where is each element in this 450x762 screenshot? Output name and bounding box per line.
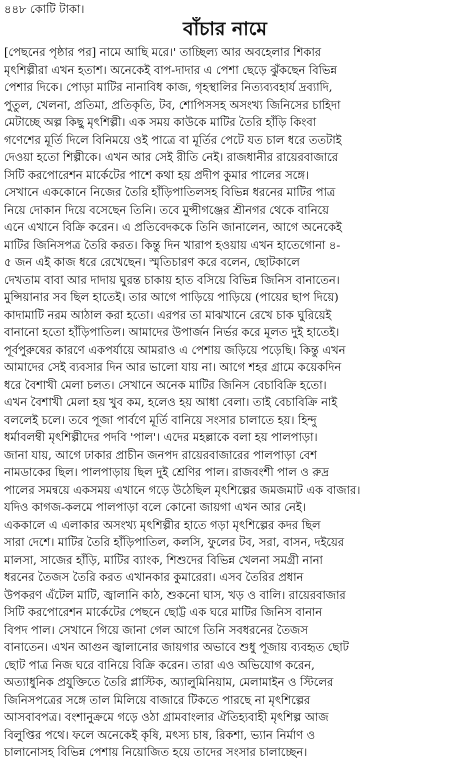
article-line: সেখানে এককোনে নিজের তৈরি হাঁড়িপাতিলসহ বিভিন্ন ধরনের মাটির পাত্র bbox=[4, 185, 336, 199]
article-line: আসবাবপত্র। বংশানুক্রমে গড়ে ওঠা গ্রামবাংলার ঐতিহ্যবাহী মৃৎশিল্প আজ bbox=[4, 710, 329, 724]
article-line: নিয়ে দোকান দিয়ে বসেছেন তিনি। তবে মুন্সীগঞ্জের শ্রীনগর থেকে বানিয়ে bbox=[4, 202, 329, 217]
article-body bbox=[4, 44, 446, 762]
article-line: নামডাকের ছিল। পালপাড়ায় ছিল দুই শ্রেণির পাল। রাজবংশী পাল ও রুদ্র bbox=[4, 465, 329, 479]
article-line: ধরে বৈশাখী মেলা চলত। সেখানে অনেক মাটির জিনিস বেচাবিক্রি হতো। bbox=[4, 377, 327, 392]
article-line: [পেছনের পৃষ্ঠার পর] নামে আছি মরে।' তাচ্ছিল্য আর অবহেলার শিকার bbox=[4, 45, 322, 59]
article-line: এনে এখানে বিক্রি করেন। এ প্রতিবেদককে তিনি জানালেন, আগে অনেকেই bbox=[4, 220, 342, 234]
article-line: বিলুপ্তির পথে। ফলে অনেকেই কৃষি, মৎস্য চাষ, রিকশা, ভ্যান নির্মাণ ও bbox=[4, 727, 316, 742]
previous-article-ending: ৪৪৮ কোটি টাকা। bbox=[4, 2, 85, 16]
article-line: কাদামাটি নরম আঠাল করা হতো। এরপর তা মাঝখানে রেখে চাক ঘুরিয়েই bbox=[4, 307, 332, 322]
article-line: বিপদ পাল। সেখানে গিয়ে জানা গেল আগে তিনি সবধরনের তৈজস bbox=[4, 622, 308, 637]
article-line: ছোট পাত্র নিজ ঘরে বানিয়ে বিক্রি করেন। তারা এও অভিযোগ করেন, bbox=[4, 657, 315, 672]
article-line: যদিও কাগজ-কলমে পালপাড়া বলে কোনো জায়গা এখন আর নেই। bbox=[4, 500, 306, 514]
article-line: পেশার দিকে। পোড়া মাটির নানাবিধ কাজ, গৃহস্থালির নিত্যব্যবহার্য দ্রব্যাদি, bbox=[4, 80, 333, 94]
article-line: বললেই চলে। তবে পূজা পার্বণে মূর্তি বানিয়ে সংসার চালাতে হয়। হিন্দু bbox=[4, 412, 317, 427]
article-line: চালানোসহ বিভিন্ন পেশায় নিয়োজিত হয়ে তাদের সংসার চালাচ্ছেন। bbox=[4, 745, 308, 759]
article-line: ৫ জন এই কাজ ধরে রেখেছেন। স্মৃতিচারণ করে বলেন, ছোটকালে bbox=[4, 255, 300, 269]
article-line: জিনিসপত্রের সঙ্গে তাল মিলিয়ে বাজারে টিকতে পারছে না মৃৎশিল্পের bbox=[4, 692, 311, 707]
article-line: পালের সমন্বয়ে একসময় এখানে গড়ে উঠেছিল মৃৎশিল্পের জমজমাট এক বাজার। bbox=[4, 482, 361, 497]
article-line: সিটি করপোরেশন মার্কেটের পাশে কথা হয় প্রদীপ কুমার পালের সঙ্গে। bbox=[4, 167, 309, 182]
article-line: দেওয়া হতো শিল্পীকে। এখন আর সেই রীতি নেই। রাজধানীর রায়েরবাজারে bbox=[4, 150, 339, 164]
article-line: দেখতাম বাবা আর দাদায় ঘুরন্ত চাকায় হাত বসিয়ে বিভিন্ন জিনিস বানাতেন। bbox=[4, 272, 340, 287]
article-line: বানানো হতো হাঁড়িপাতিল। আমাদের উপার্জন নির্ভর করে মূলত দুই হাতেই। bbox=[4, 325, 340, 339]
article-line: জানা যায়, আগে ঢাকার প্রাচীন জনপদ রায়েরবাজারের পালপাড়া বেশ bbox=[4, 447, 317, 462]
article-headline: বাঁচার নামে bbox=[183, 18, 267, 40]
article-line: অত্যাধুনিক প্রযুক্তিতে তৈরি প্লাস্টিক, অ্যালুমিনিয়াম, মেলামাইন ও স্টিলের bbox=[4, 675, 334, 689]
article-line: এককালে এ এলাকার অসংখ্য মৃৎশিল্পীর হাতে গড়া মৃৎশিল্পের কদর ছিল bbox=[4, 517, 321, 532]
article-line: আমাদের সেই ব্যবসার দিন আর ভালো যায় না। আগে শহর গ্রামে কয়েকদিন bbox=[4, 360, 342, 374]
article-line: মুন্সিয়ানার সব ছিল হাতেই। তার আগে পাড়িয়ে পাড়িয়ে (পায়ের ছাপ দিয়ে) bbox=[4, 290, 339, 304]
article-line: মাটির জিনিসপত্র তৈরি করত। কিন্তু দিন খারাপ হওয়ায় এখন হাতেগোনা ৪- bbox=[4, 237, 341, 252]
article-line: মালসা, সাজের হাঁড়ি, মাটির ব্যাংক, শিশুদের বিভিন্ন খেলনা সমগ্রী নানা bbox=[4, 552, 323, 567]
article-line: বানাতেন। এখন আগুন জ্বালানোর জায়গার অভাবে শুধু পূজায় ব্যবহৃত ছোট bbox=[4, 640, 349, 654]
article-line: মেটাচ্ছে অল্প কিছু মৃৎশিল্পী। এক সময় কাউকে মাটির তৈরি হাঁড়ি কিংবা bbox=[4, 115, 317, 129]
article-line: ধরনের তৈজস তৈরি করত এখানকার কুমারেরা। এসব তৈরির প্রধান bbox=[4, 570, 304, 584]
article-line: এখন বৈশাখী মেলা হয় খুব কম, হলেও হয় আধা বেলা। তাই বেচাবিক্রি নাই bbox=[4, 395, 338, 409]
article-line: উপকরণ এঁটেল মাটি, জ্বালানি কাঠ, শুকনো ঘাস, খড় ও বালি। রায়েরবাজার bbox=[4, 587, 346, 602]
article-line: গণেশের মূর্তি দিলে বিনিময়ে ওই পাত্রে বা মূর্তির পেটে যত চাল ধরে ততটাই bbox=[4, 132, 342, 147]
article-line: পূর্বপুরুষের কারণে একপর্যায়ে আমরাও এ পেশায় জড়িয়ে পড়েছি। কিন্তু এখন bbox=[4, 342, 346, 357]
article-line: সিটি করপোরেশন মার্কেটের পেছনে ছোট্ট এক ঘরে মাটির জিনিস বানান bbox=[4, 605, 323, 619]
article-line: মৃৎশিল্পীরা এখন হতাশ। অনেকেই বাপ-দাদার এ পেশা ছেড়ে ঝুঁকছেন বিভিন্ন bbox=[4, 62, 337, 77]
article-line: পুতুল, খেলনা, প্রতিমা, প্রতিকৃতি, টব, শোপিসসহ অসংখ্য জিনিসের চাহিদা bbox=[4, 97, 341, 112]
article-line: ধর্মাবলম্বী মৃৎশিল্পীদের পদবি 'পাল'। এদের মহল্লাকে বলা হয় পালপাড়া। bbox=[4, 430, 318, 444]
article-line: সারা দেশে। মাটির তৈরি হাঁড়িপাতিল, কলসি, ফুলের টব, সরা, বাসন, দইয়ের bbox=[4, 535, 345, 549]
